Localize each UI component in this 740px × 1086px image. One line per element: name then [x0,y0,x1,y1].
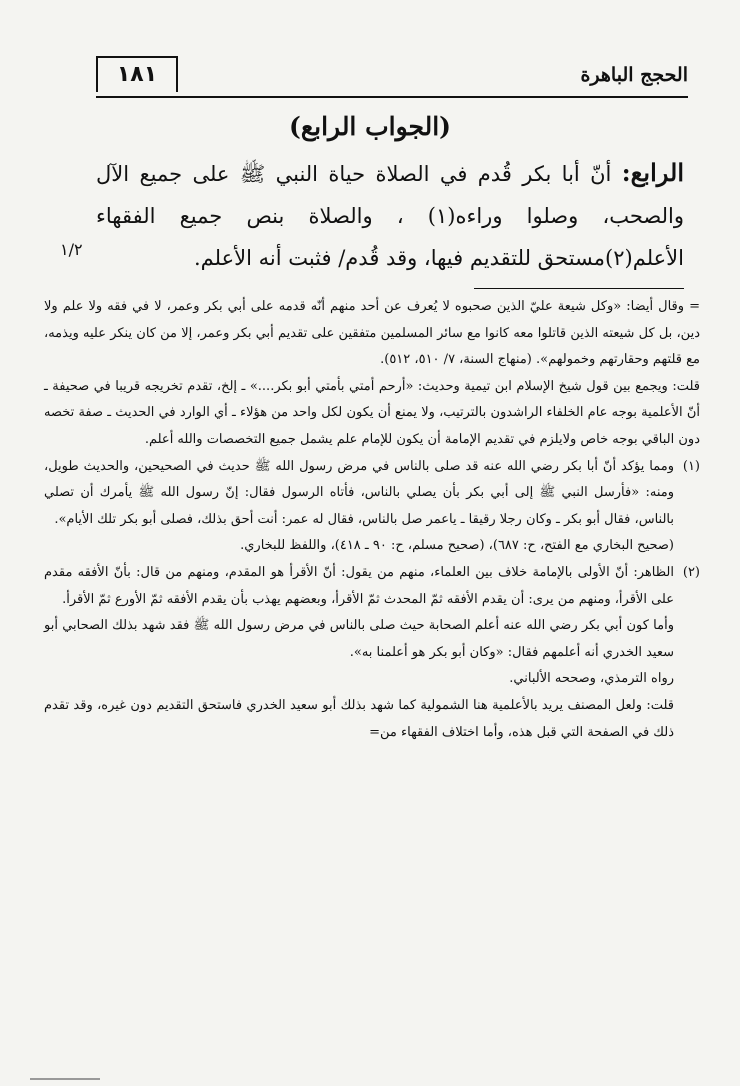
footnote-paragraph: ومما يؤكد أنّ أبا بكر رضي الله عنه قد صلى بالناس في مرض رسول الله ﷺ حديث في الصحيحين، والحديث طويل، ومنه: «فأرسل النبي ﷺ إلى أبي بكر بأن يصلي بالناس، فأتاه الرسول فقال: إنّ رسول الله ﷺ يأمرك أن تصلي بالناس، فقال أبو بكر ـ وكان رجلا رقيقا ـ ياعمر صل بالناس، فقال له عمر: أنت أحق بذلك، فصلى أبو بكر تلك الأيام». [44,458,674,527]
margin-reference: ١/٢ [60,240,83,259]
page-number: ١٨١ [96,56,178,92]
main-paragraph [96,152,684,279]
main-paragraph-text: أنّ أبا بكر قُدم في الصلاة حياة النبي ﷺ على جميع الآل والصحب، وصلوا وراءه(١) ، والصلاة بنص جميع الفقهاء الأعلم(٢)مستحق للتقديم فيها، وقد قُدم/ فثبت أنه الأعلم. [96,162,684,270]
section-title: (الجواب الرابع) [288,112,452,141]
footnote-1 [44,454,700,560]
footnote-paragraph: وأما كون أبي بكر رضي الله عنه أعلم الصحابة حيث صلى بالناس في مرض رسول الله ﷺ فقد شهد بذلك الصحابي أبو سعيد الخدري أنه أعلمهم فقال: «وكان أبو بكر هو أعلمنا به». [44,618,674,660]
footnote-body [44,454,674,560]
footnote-paragraph: رواه الترمذي، وصححه الألباني. [509,671,674,687]
running-title: الحجج الباهرة [580,64,688,86]
scan-edge-mark [30,1078,100,1080]
footnotes [44,294,700,746]
page-header [96,58,688,98]
footnote-paragraph: الظاهر: أنّ الأولى بالإمامة خلاف بين العلماء، منهم من يقول: أنّ الأقرأ هو المقدم، ومنهم من قال: بأنّ الأفقه مقدم على الأقرأ، ومنهم من يرى: أن يقدم الأفقه ثمّ المحدث ثمّ الأقرأ، وبعضهم يهذب بأن يقدم الأفقه ثمّ الأورع ثمّ الأقرأ. [44,564,674,607]
main-text [96,152,684,279]
lead-word: الرابع: [621,158,684,187]
footnote-paragraph: قلت: ولعل المصنف يريد بالأعلمية هنا الشمولية كما شهد بذلك أبو سعيد الخدري فاستحق التقديم دون غيره، وقد تقدم ذلك في الصفحة التي قبل هذه، وأما اختلاف الفقهاء من= [44,697,674,740]
footnote-divider [474,288,684,289]
footnote-paragraph: (صحيح البخاري مع الفتح، ح: ٦٨٧)، (صحيح مسلم، ح: ٩٠ ـ ٤١٨)، واللفظ للبخاري. [240,538,674,554]
footnote-number: (٢) [682,564,700,580]
footnote-continuation-2: قلت: ويجمع بين قول شيخ الإسلام ابن تيمية وحديث: «أرحم أمتي بأمتي أبو بكر....» ـ إلخ، تقدم تخريجه قريبا في صحيفة ـ أنّ الأعلمية بوجه عام الخلفاء الراشدون بالترتيب، ولا يمنع أن يكون لكل واحد من هؤلاء ـ أي الوارد في الحديث ـ صفة تخصه دون الباقي بوجه خاص ولايلزم في تقديم الإمامة أن يكون للإمام علم يشمل جميع التخصصات والله أعلم. [44,378,700,447]
footnote-continuation-1: = وقال أيضا: «وكل شيعة عليّ الذين صحبوه لا يُعرف عن أحد منهم أنّه قدمه على أبي بكر وعمر، لا في فقه ولا علم ولا دين، بل كل شيعته الذين قاتلوا معه كانوا مع سائر المسلمين متفقين على تقديم أبي بكر وعمر، إلا من كان ينكر عليه ويذمه، مع قلتهم وحقارتهم وخمولهم». (منهاج السنة، ٧/ ٥١٠، ٥١٢). [44,299,700,368]
footnote-body [44,560,674,746]
footnote-number: (١) [682,458,700,474]
footnote-2 [44,560,700,746]
